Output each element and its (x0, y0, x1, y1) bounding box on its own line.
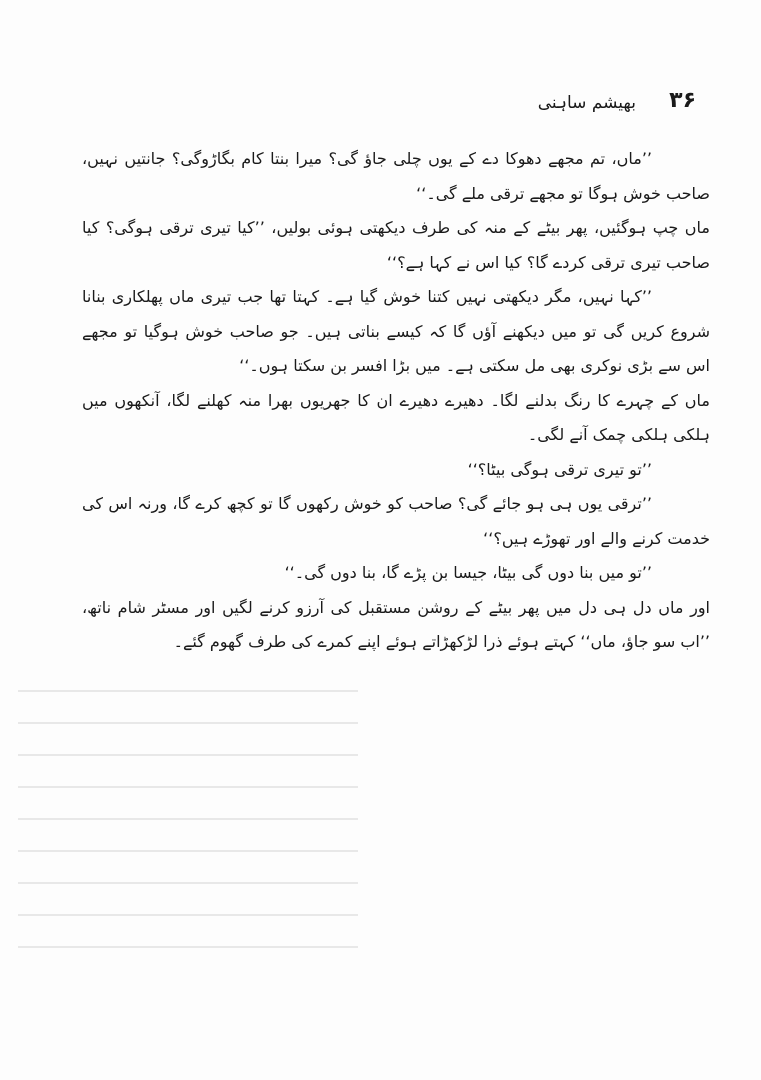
paragraph: ’’تو تیری ترقی ہوگی بیٹا؟‘‘ (467, 459, 652, 479)
author-name: بھیشم ساہنی (537, 93, 636, 113)
paragraph: ’’ماں، تم مجھے دھوکا دے کے یوں چلی جاؤ گی؟ میرا بنتا کام بگاڑوگی؟ جانتیں نہیں، صاحب خوش ہوگا تو مجھے ترقی ملے گی۔‘‘ (82, 149, 710, 203)
paragraph: ’’کہا نہیں، مگر دیکھتی نہیں کتنا خوش گیا ہے۔ کہتا تھا جب تیری ماں پھلکاری بنانا شروع کریں گی تو میں دیکھنے آؤں گا کہ کیسے بناتی ہیں۔ جو صاحب خوش ہوگیا تو مجھے اس سے بڑی نوکری بھی مل سکتی ہے۔ میں بڑا افسر بن سکتا ہوں۔‘‘ (82, 287, 710, 375)
paragraph: اور ماں دل ہی دل میں پھر بیٹے کے روشن مستقبل کی آرزو کرنے لگیں اور مسٹر شام ناتھ، ’’اب سو جاؤ، ماں‘‘ کہتے ہوئے ذرا لڑکھڑاتے ہوئے اپنے کمرے کی طرف گھوم گئے۔ (82, 597, 710, 651)
paragraph: ’’تو میں بنا دوں گی بیٹا، جیسا بن پڑے گا، بنا دوں گی۔‘‘ (284, 563, 652, 582)
bleed-through-texture (18, 690, 358, 1020)
body-text (82, 142, 710, 660)
paragraph: ماں کے چہرے کا رنگ بدلنے لگا۔ دھیرے دھیرے ان کا جھریوں بھرا منہ کھلنے لگا، آنکھوں میں ہلکی ہلکی چمک آنے لگی۔ (82, 390, 710, 444)
page-header (466, 88, 696, 120)
page-number: ۳۶ (669, 88, 696, 113)
paragraph: ماں چپ ہوگئیں، پھر بیٹے کے منہ کی طرف دیکھتی ہوئی بولیں، ’’کیا تیری ترقی ہوگی؟ کیا صاحب تیری ترقی کردے گا؟ کیا اس نے کہا ہے؟‘‘ (82, 218, 710, 272)
paragraph: ’’ترقی یوں ہی ہو جائے گی؟ صاحب کو خوش رکھوں گا تو کچھ کرے گا، ورنہ اس کی خدمت کرنے والے اور تھوڑے ہیں؟‘‘ (82, 494, 710, 548)
